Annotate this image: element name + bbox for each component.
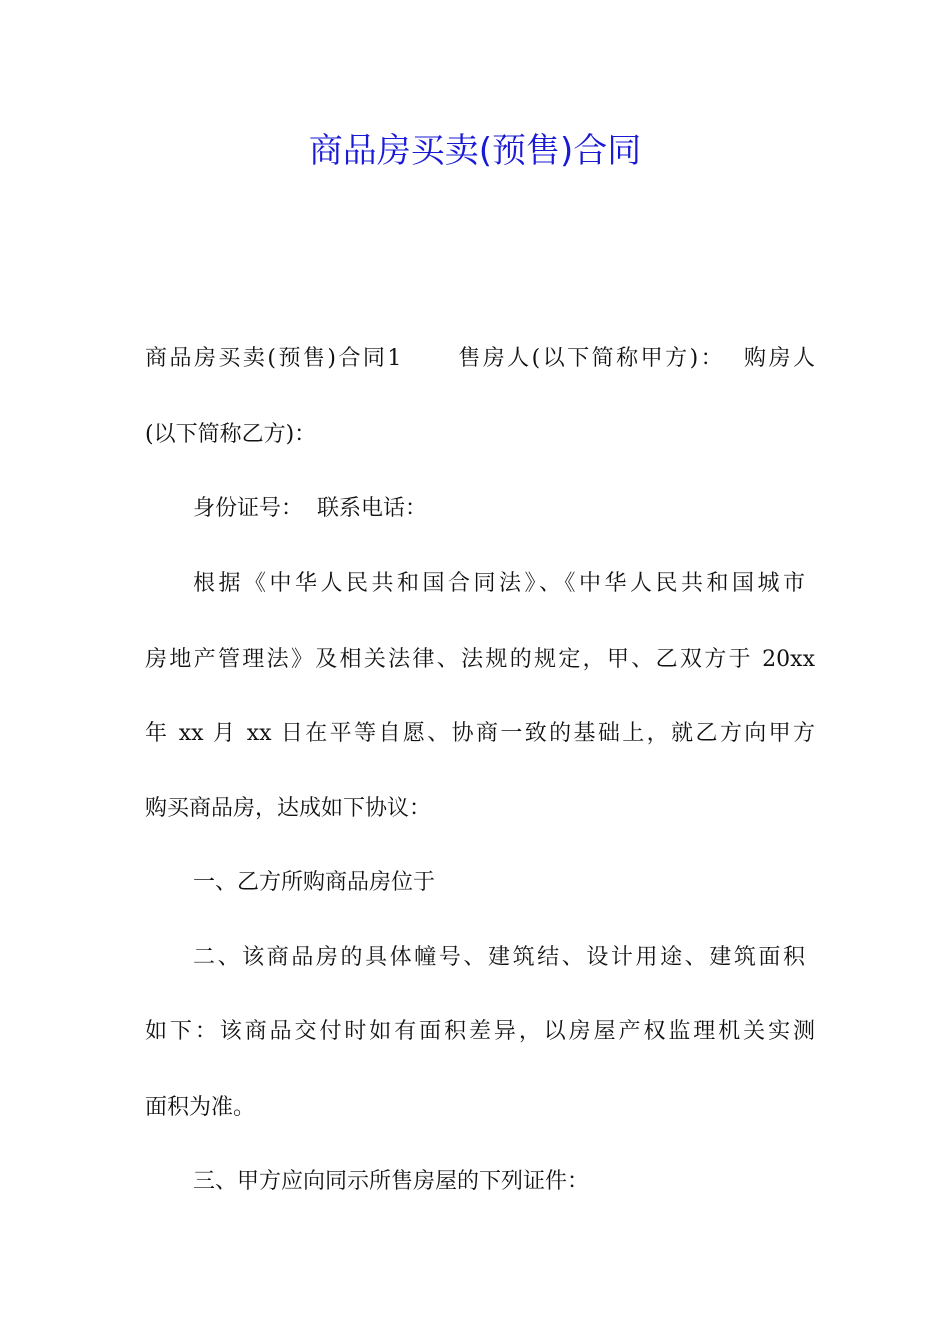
paragraph-line: 如下：该商品交付时如有面积差异，以房屋产权监理机关实测 <box>145 1019 815 1044</box>
paragraph-line: 房地产管理法》及相关法律、法规的规定，甲、乙双方于 20xx <box>145 647 815 672</box>
paragraph-line: 购买商品房，达成如下协议： <box>145 796 432 821</box>
paragraph-line: 一、乙方所购商品房位于 <box>193 870 436 895</box>
document-title: 商品房买卖(预售)合同 <box>308 131 642 171</box>
paragraph-line: 年 xx 月 xx 日在平等自愿、协商一致的基础上，就乙方向甲方 <box>145 721 815 746</box>
paragraph-line: (以下简称乙方)： <box>145 422 317 447</box>
paragraph-line: 面积为准。 <box>145 1095 256 1120</box>
paragraph-line: 身份证号： 联系电话： <box>193 496 427 521</box>
paragraph-line: 商品房买卖(预售)合同1 售房人(以下简称甲方)： 购房人 <box>145 346 815 371</box>
paragraph-line: 根据《中华人民共和国合同法》、《中华人民共和国城市 <box>193 571 805 596</box>
paragraph-line: 二、该商品房的具体幢号、建筑结、设计用途、建筑面积 <box>193 945 805 970</box>
paragraph-line: 三、甲方应向同示所售房屋的下列证件： <box>193 1169 590 1194</box>
